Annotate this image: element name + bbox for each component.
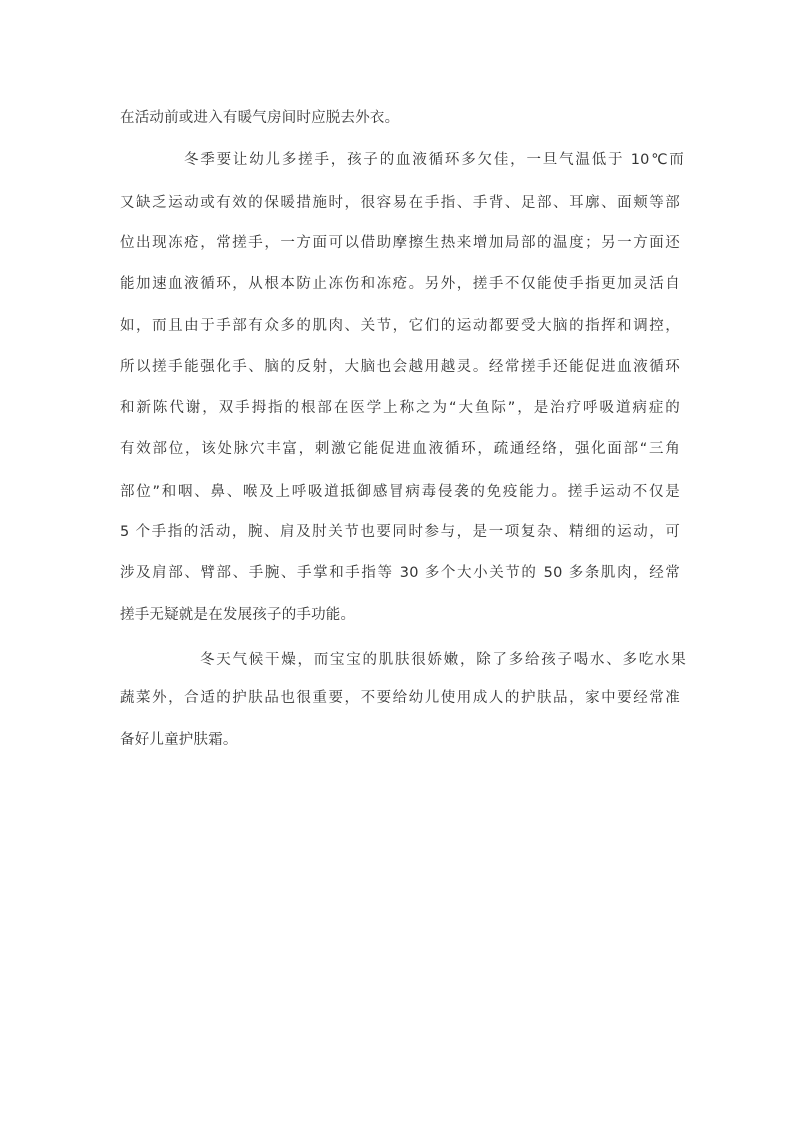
paragraph-line: 5 个手指的活动，腕、肩及肘关节也要同时参与，是一项复杂、精细的运动，可: [120, 524, 680, 540]
paragraph-line: 所以搓手能强化手、脑的反射，大脑也会越用越灵。经常搓手还能促进血液循环: [120, 359, 680, 375]
paragraph-line: 部位”和咽、鼻、喉及上呼吸道抵御感冒病毒侵袭的免疫能力。搓手运动不仅是: [120, 484, 680, 500]
paragraph-line: 冬天气候干燥，而宝宝的肌肤很娇嫩，除了多给孩子喝水、多吃水果: [200, 652, 686, 668]
paragraph-line: 能加速血液循环，从根本防止冻伤和冻疮。另外，搓手不仅能使手指更加灵活自: [120, 276, 680, 292]
paragraph-line: 有效部位，该处脉穴丰富，刺激它能促进血液循环，疏通经络，强化面部“三角: [120, 441, 680, 457]
paragraph-line: 冬季要让幼儿多搓手，孩子的血液循环多欠佳，一旦气温低于 10℃而: [184, 152, 684, 168]
paragraph-line: 蔬菜外，合适的护肤品也很重要，不要给幼儿使用成人的护肤品，家中要经常准: [120, 690, 680, 706]
paragraph-line: 和新陈代谢，双手拇指的根部在医学上称之为“大鱼际”，是治疗呼吸道病症的: [120, 400, 680, 416]
paragraph-line: 位出现冻疮，常搓手，一方面可以借助摩擦生热来增加局部的温度；另一方面还: [120, 235, 680, 251]
paragraph-line: 搓手无疑就是在发展孩子的手功能。: [120, 607, 356, 623]
paragraph-line: 涉及肩部、臂部、手腕、手掌和手指等 30 多个大小关节的 50 多条肌肉，经常: [120, 565, 680, 581]
paragraph-line: 如，而且由于手部有众多的肌肉、关节，它们的运动都要受大脑的指挥和调控，: [120, 318, 680, 334]
paragraph-line: 在活动前或进入有暖气房间时应脱去外衣。: [120, 110, 400, 126]
paragraph-line: 又缺乏运动或有效的保暖措施时，很容易在手指、手背、足部、耳廓、面颊等部: [120, 195, 680, 211]
paragraph-line: 备好儿童护肤霜。: [120, 732, 238, 748]
